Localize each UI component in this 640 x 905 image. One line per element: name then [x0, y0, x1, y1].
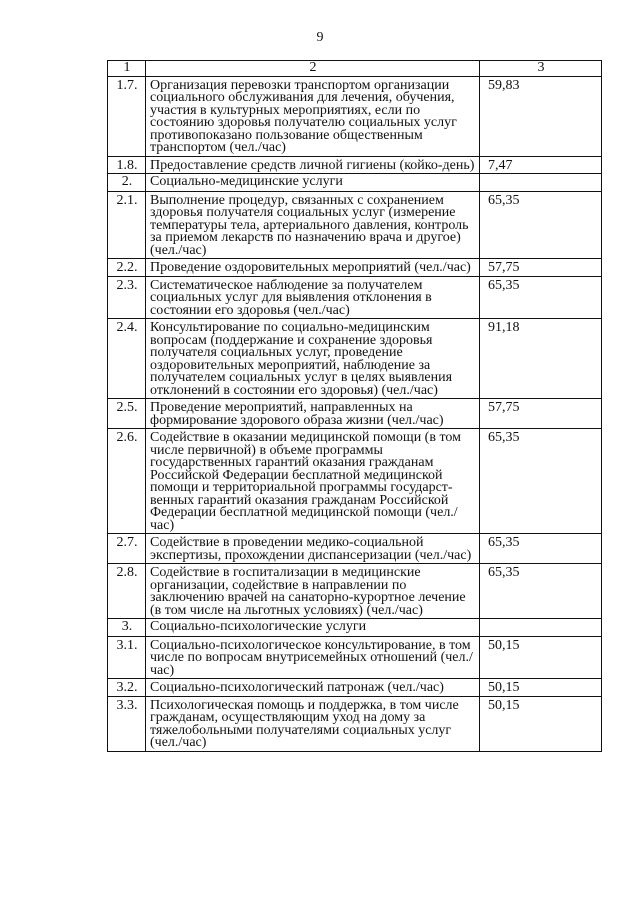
row-number: 2.7.	[108, 534, 146, 564]
table-row	[108, 399, 602, 429]
table-row	[108, 679, 602, 697]
tariff-table	[107, 60, 602, 752]
row-number: 2.8.	[108, 564, 146, 619]
table-row	[108, 156, 602, 174]
table-row	[108, 76, 602, 156]
table-row	[108, 191, 602, 259]
table-row	[108, 276, 602, 319]
header-col-3: 3	[480, 61, 602, 77]
row-value: 50,15	[480, 679, 602, 697]
row-number: 2.5.	[108, 399, 146, 429]
page-number: 9	[316, 30, 324, 45]
table-row	[108, 696, 602, 751]
row-description: Организация перевозки транспортом организации социального обслуживания для лечения, обучения, участия в культурных мероприятиях, если по состоянию здоровья получателю социальных услуг противопоказано пользование общественным транспортом (чел./час)	[146, 76, 480, 156]
row-value: 57,75	[480, 399, 602, 429]
row-number: 3.	[108, 619, 146, 637]
row-number: 2.6.	[108, 429, 146, 534]
row-description: Предоставление средств личной гигиены (койко-день)	[146, 156, 480, 174]
row-description: Содействие в оказании медицинской помощи (в том числе первичной) в объеме программы государственных гарантий оказания гражданам Российской Федерации бесплатной медицинской помощи и территориальной программы государст-венных гарантий оказания гражданам Российской Федерации бесплатной медицинской помощи (чел./час)	[146, 429, 480, 534]
row-value: 65,35	[480, 191, 602, 259]
row-description: Психологическая помощь и поддержка, в том числе гражданам, осуществляющим уход на дому за тяжелобольными получателями социальных услуг (чел./час)	[146, 696, 480, 751]
header-col-2: 2	[146, 61, 480, 77]
row-number: 2.1.	[108, 191, 146, 259]
row-description: Систематическое наблюдение за получателем социальных услуг для выявления отклонения в состоянии его здоровья (чел./час)	[146, 276, 480, 319]
row-number: 3.3.	[108, 696, 146, 751]
row-value	[480, 619, 602, 637]
row-number: 2.2.	[108, 259, 146, 277]
row-number: 3.2.	[108, 679, 146, 697]
row-value: 50,15	[480, 696, 602, 751]
table-row	[108, 174, 602, 192]
row-number: 3.1.	[108, 636, 146, 679]
row-value	[480, 174, 602, 192]
row-value: 65,35	[480, 564, 602, 619]
row-value: 65,35	[480, 534, 602, 564]
row-value: 65,35	[480, 276, 602, 319]
row-number: 1.8.	[108, 156, 146, 174]
table-row	[108, 319, 602, 399]
row-description: Выполнение процедур, связанных с сохранением здоровья получателя социальных услуг (измерение температуры тела, артериального давления, контроль за приемом лекарств по назначению врача и другое) (чел./час)	[146, 191, 480, 259]
row-description: Содействие в госпитализации в медицинские организации, содействие в направлении по заключению врачей на санаторно-курортное лечение (в том числе на льготных условиях) (чел./час)	[146, 564, 480, 619]
table-row	[108, 619, 602, 637]
row-description: Социально-медицинские услуги	[146, 174, 480, 192]
row-number: 2.4.	[108, 319, 146, 399]
table-row	[108, 259, 602, 277]
row-number: 2.	[108, 174, 146, 192]
row-description: Социально-психологическое консультирование, в том числе по вопросам внутрисемейных отношений (чел./час)	[146, 636, 480, 679]
row-value: 50,15	[480, 636, 602, 679]
row-value: 59,83	[480, 76, 602, 156]
row-number: 1.7.	[108, 76, 146, 156]
table-header-row	[108, 61, 602, 77]
row-description: Проведение оздоровительных мероприятий (чел./час)	[146, 259, 480, 277]
row-description: Проведение мероприятий, направленных на формирование здорового образа жизни (чел./час)	[146, 399, 480, 429]
header-col-1: 1	[108, 61, 146, 77]
row-value: 57,75	[480, 259, 602, 277]
table-row	[108, 429, 602, 534]
row-description: Социально-психологические услуги	[146, 619, 480, 637]
row-number: 2.3.	[108, 276, 146, 319]
row-value: 65,35	[480, 429, 602, 534]
row-description: Содействие в проведении медико-социальной экспертизы, прохождении диспансеризации (чел./час)	[146, 534, 480, 564]
row-description: Консультирование по социально-медицинским вопросам (поддержание и сохранение здоровья получателя социальных услуг, проведение оздоровительных мероприятий, наблюдение за получателем социальных услуг в целях выявления отклонений в состоянии его здоровья) (чел./час)	[146, 319, 480, 399]
table-row	[108, 636, 602, 679]
row-value: 7,47	[480, 156, 602, 174]
row-value: 91,18	[480, 319, 602, 399]
table-row	[108, 564, 602, 619]
table-row	[108, 534, 602, 564]
row-description: Социально-психологический патронаж (чел./час)	[146, 679, 480, 697]
